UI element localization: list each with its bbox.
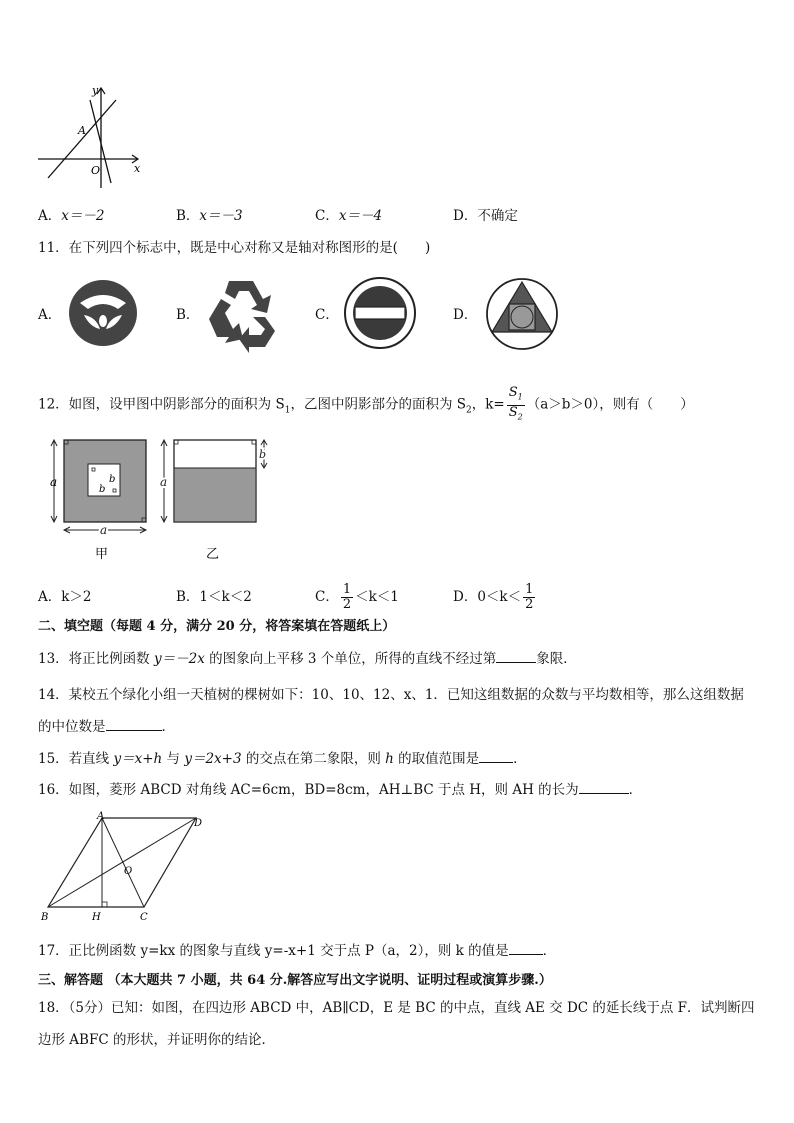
q10-graph xyxy=(36,80,146,190)
q16-label-b: B xyxy=(41,912,49,923)
q10-x-label: x xyxy=(134,162,141,175)
q10-option-c: C．x＝－4 xyxy=(315,208,383,224)
q12-yi-b-label: b xyxy=(259,448,267,461)
q14-line2: 的中位数是 ． xyxy=(38,719,175,735)
q11-triangle-square-icon xyxy=(484,276,560,352)
q12-caption-jia: 甲 xyxy=(95,547,109,562)
q14-line1: 14．某校五个绿化小组一天植树的棵树如下：10、10、12、x、1．已知这组数据的众数与平均数相等，那么这组数据 xyxy=(38,687,744,703)
q16-label-o: O xyxy=(124,866,133,877)
q12-jia-a-bottom: a xyxy=(100,523,108,537)
q12-option-d: D．0＜k＜ $\frac{1}{2}$ xyxy=(453,582,534,612)
q12-stem: 12．如图，设甲图中阴影部分的面积为 $S_1$，乙图中阴影部分的面积为 $S_2$，k= $\frac{S_1}{S_2}$ （a＞b＞0），则有（ ） xyxy=(38,385,694,422)
q18-line1: 18．（5分）已知：如图，在四边形 ABCD 中，AB∥CD，E 是 BC 的中点，直线 AE 交 DC 的延长线于点 F．试判断四 xyxy=(38,1000,755,1016)
q10-y-label: y xyxy=(92,84,99,97)
q16-rhombus-figure xyxy=(38,808,214,924)
q12-option-b: B．1＜k＜2 xyxy=(176,589,252,605)
q16-stem: 16．如图，菱形 ABCD 对角线 AC=6cm，BD=8cm，AH⊥BC 于点 H，则 AH 的长为 ． xyxy=(38,782,643,798)
q11-logo-a-icon xyxy=(66,277,140,349)
q12-option-a: A．k＞2 xyxy=(38,589,92,605)
q10-o-label: O xyxy=(91,164,101,177)
q12-jia-a-side: a xyxy=(50,475,58,489)
q12-figure xyxy=(46,432,282,564)
q12-jia-b-bottom: b xyxy=(99,484,106,495)
q16-label-a: A xyxy=(97,811,105,822)
q15: 15．若直线 y＝x+h 与 y＝2x+3 的交点在第二象限，则 h 的取值范围是 ． xyxy=(38,751,527,767)
q11-stem: 11．在下列四个标志中，既是中心对称又是轴对称图形的是( ) xyxy=(38,240,431,256)
q12-jia-b-right: b xyxy=(109,474,116,485)
q11-recycle-icon xyxy=(203,273,287,353)
section2-heading: 二、填空题（每题 4 分，满分 20 分，将答案填在答题纸上） xyxy=(38,619,396,634)
q10-option-b: B．x＝－3 xyxy=(176,208,243,224)
q11-circle-bar-icon xyxy=(343,276,417,350)
q16-label-c: C xyxy=(140,912,148,923)
q11-option-a-label: A． xyxy=(38,307,62,323)
q11-option-c-label: C． xyxy=(315,307,339,323)
q10-option-d: D．不确定 xyxy=(453,208,518,224)
q12-option-c: C． $\frac{1}{2}$ ＜k＜1 xyxy=(315,582,399,612)
q12-caption-yi: 乙 xyxy=(206,547,220,562)
q10-option-a: A．x＝－2 xyxy=(38,208,105,224)
q11-option-d-label: D． xyxy=(453,307,478,323)
q12-yi-a-side: a xyxy=(160,475,168,489)
q13: 13．将正比例函数 y＝－2x 的图象向上平移 3 个单位，所得的直线不经过第 象限． xyxy=(38,651,577,667)
q16-label-h: H xyxy=(92,912,101,923)
section3-heading: 三、解答题 （本大题共 7 小题，共 64 分.解答应写出文字说明、证明过程或演算步骤.） xyxy=(38,973,552,988)
q11-option-b-label: B． xyxy=(176,307,200,323)
q10-a-label: A xyxy=(78,124,86,137)
q17: 17．正比例函数 y=kx 的图象与直线 y=-x+1 交于点 P（a，2），则 k 的值是 ． xyxy=(38,943,557,959)
q18-line2: 边形 ABFC 的形状，并证明你的结论． xyxy=(38,1032,275,1048)
q16-label-d: D xyxy=(194,818,203,829)
